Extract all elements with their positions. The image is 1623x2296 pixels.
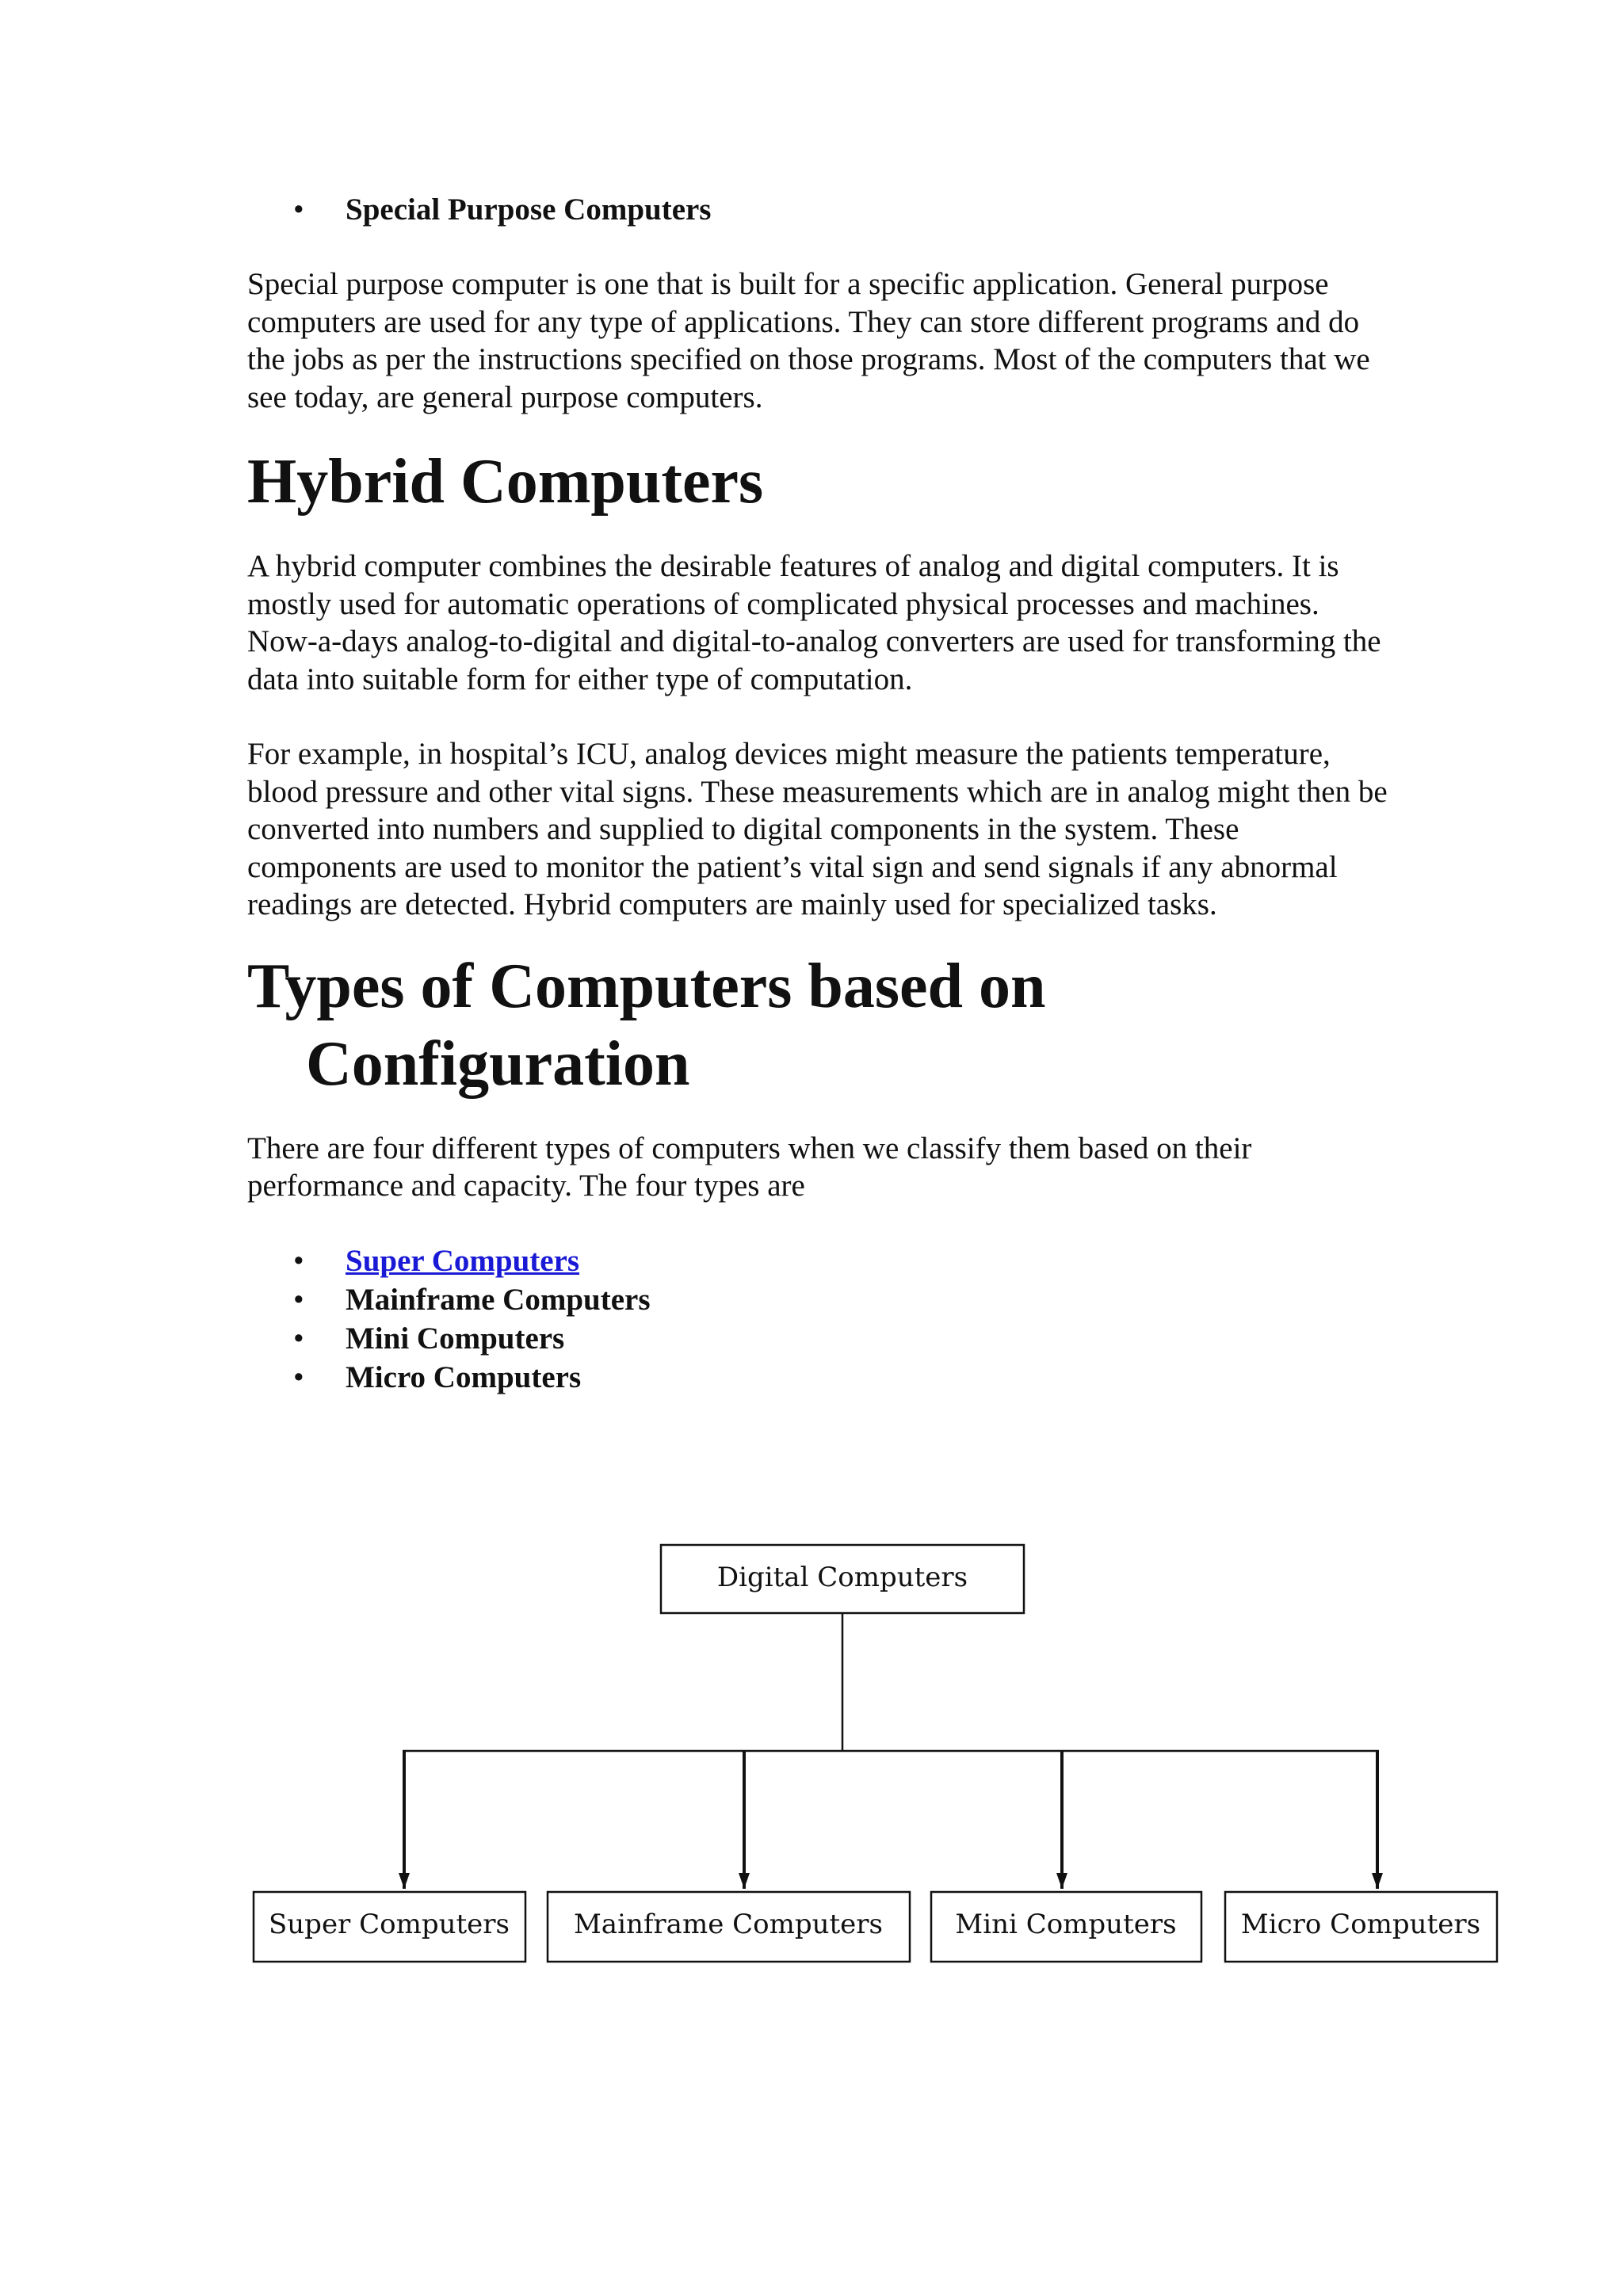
diagram-node-label: Micro Computers bbox=[1240, 1909, 1481, 1940]
arrow-down-icon bbox=[1056, 1873, 1067, 1889]
arrow-down-icon bbox=[739, 1873, 750, 1889]
diagram-node-label: Mainframe Computers bbox=[573, 1909, 884, 1940]
types-heading-line-1: Types of Computers based on bbox=[247, 951, 1046, 1021]
special-purpose-paragraph: Special purpose computer is one that is built for a specific application. General purpose computers are used for any type of applications. They can store different programs and do the jobs as per the instructions specified on those programs. Most of the computers that we see today, are general purpose computers. bbox=[247, 267, 1370, 414]
special-purpose-label: Special Purpose Computers bbox=[346, 193, 712, 227]
diagram-node-super bbox=[254, 1892, 525, 1962]
hybrid-paragraph-2: For example, in hospital’s ICU, analog devices might measure the patients temperature, blood pressure and other vital signs. These measurements which are in analog might then be converted into numbers and supplied to digital components in the system. These components are used to monitor the patient’s vital sign and send signals if any abnormal readings are detected. Hybrid computers are mainly used for specialized tasks. bbox=[247, 737, 1388, 921]
bullet-icon: • bbox=[293, 1360, 304, 1394]
bullet-icon: • bbox=[293, 1243, 304, 1278]
mainframe-computers-label: Mainframe Computers bbox=[346, 1282, 651, 1317]
hybrid-heading: Hybrid Computers bbox=[247, 447, 764, 517]
diagram-node-label: Mini Computers bbox=[955, 1909, 1177, 1940]
bullet-icon: • bbox=[293, 193, 304, 227]
arrow-down-icon bbox=[1372, 1873, 1383, 1889]
super-computers-link[interactable]: Super Computers bbox=[346, 1243, 580, 1278]
types-paragraph: There are four different types of computers when we classify them based on their performance and capacity. The four types are bbox=[247, 1131, 1252, 1203]
diagram-root-node bbox=[661, 1545, 1024, 1613]
types-heading-line-2: Configuration bbox=[306, 1028, 690, 1099]
diagram-node-mini bbox=[931, 1892, 1201, 1962]
micro-computers-label: Micro Computers bbox=[346, 1360, 582, 1394]
arrow-down-icon bbox=[399, 1873, 410, 1889]
diagram-root-label: Digital Computers bbox=[716, 1562, 968, 1593]
mini-computers-label: Mini Computers bbox=[346, 1321, 565, 1356]
diagram-node-mainframe bbox=[548, 1892, 910, 1962]
bullet-icon: • bbox=[293, 1321, 304, 1356]
diagram-node-micro bbox=[1225, 1892, 1497, 1962]
diagram-node-label: Super Computers bbox=[268, 1909, 510, 1940]
bullet-icon: • bbox=[293, 1282, 304, 1317]
hybrid-paragraph-1: A hybrid computer combines the desirable features of analog and digital computers. It is mostly used for automatic operations of complicated physical processes and machines. Now-a-days analog-to-digital and digital-to-analog converters are used for transforming the data into suitable form for either type of computation. bbox=[247, 549, 1381, 696]
